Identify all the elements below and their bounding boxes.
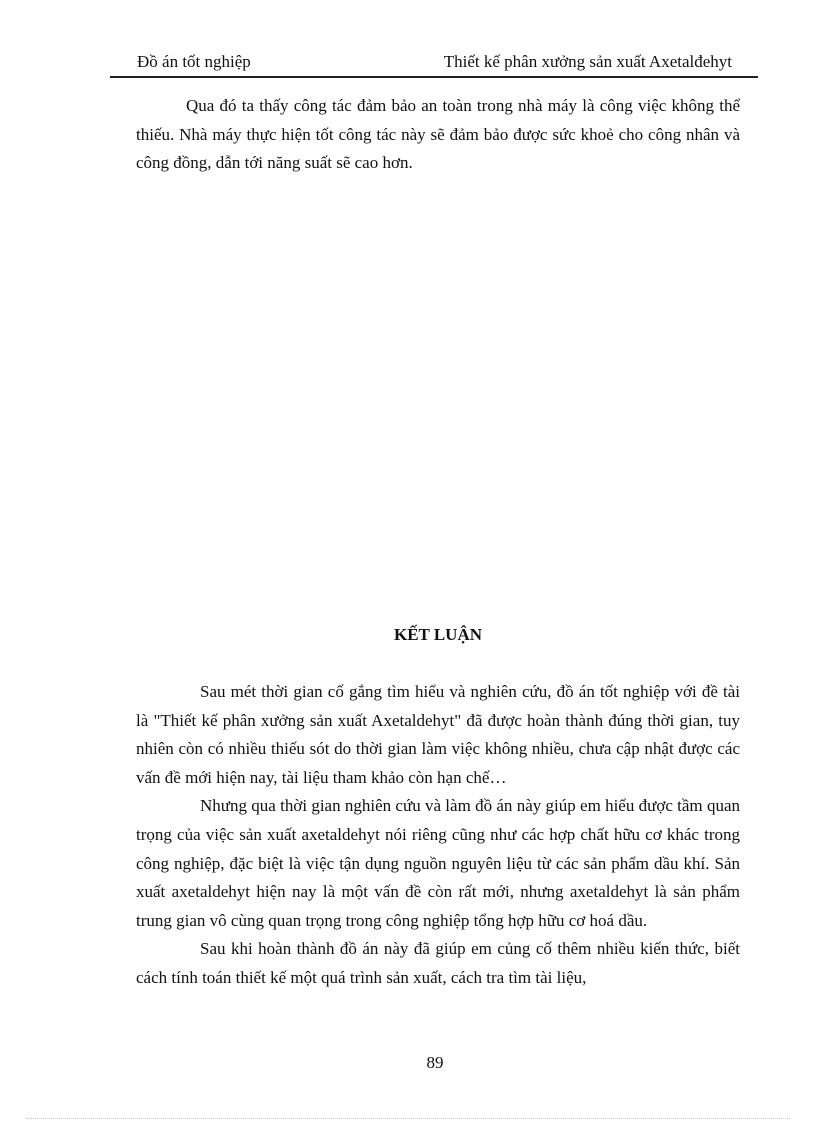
page-number: 89 bbox=[426, 1053, 444, 1072]
conclusion-heading: KẾT LUẬN bbox=[393, 625, 482, 644]
intro-paragraph: Qua đó ta thấy công tác đảm bảo an toàn trong nhà máy là công việc không thể thiếu. Nhà máy thực hiện tốt công tác này sẽ đảm bảo được sức khoẻ cho công nhân và công đồng, dẫn tới năng suất sẽ cao hơn. bbox=[136, 96, 740, 173]
conclusion-paragraph-1: Sau mét thời gian cố gắng tìm hiểu và nghiên cứu, đồ án tốt nghiệp với đề tài là "Thiết kế phân xưởng sản xuất Axetaldehyt" đã được hoàn thành đúng thời gian, tuy nhiên còn có nhiều thiếu sót do thời gian làm việc không nhiều, chưa cập nhật được các vấn đề mới hiện nay, tài liệu tham khảo còn hạn chế… bbox=[136, 682, 740, 787]
intro-section bbox=[136, 92, 740, 178]
page-header bbox=[110, 50, 758, 78]
page-bottom-divider bbox=[26, 1118, 790, 1119]
conclusion-paragraph-2: Nhưng qua thời gian nghiên cứu và làm đồ án này giúp em hiểu được tầm quan trọng của việc sản xuất axetaldehyt nói riêng cũng như các hợp chất hữu cơ khác trong công nghiệp, đặc biệt là việc tận dụng nguồn nguyên liệu từ các sản phẩm dầu khí. Sản xuất axetaldehyt hiện nay là một vấn đề còn rất mới, nhưng axetaldehyt là sản phẩm trung gian vô cùng quan trọng trong công nghiệp tổng hợp hữu cơ hoá dầu. bbox=[136, 796, 740, 930]
header-document-title: Thiết kế phân xưởng sản xuất Axetalđehyt bbox=[443, 52, 732, 71]
header-document-type: Đồ án tốt nghiệp bbox=[137, 52, 251, 71]
conclusion-section bbox=[136, 678, 740, 993]
conclusion-paragraph-3: Sau khi hoàn thành đồ án này đã giúp em củng cố thêm nhiều kiến thức, biết cách tính toán thiết kế một quá trình sản xuất, cách tra tìm tài liệu, bbox=[136, 939, 740, 987]
